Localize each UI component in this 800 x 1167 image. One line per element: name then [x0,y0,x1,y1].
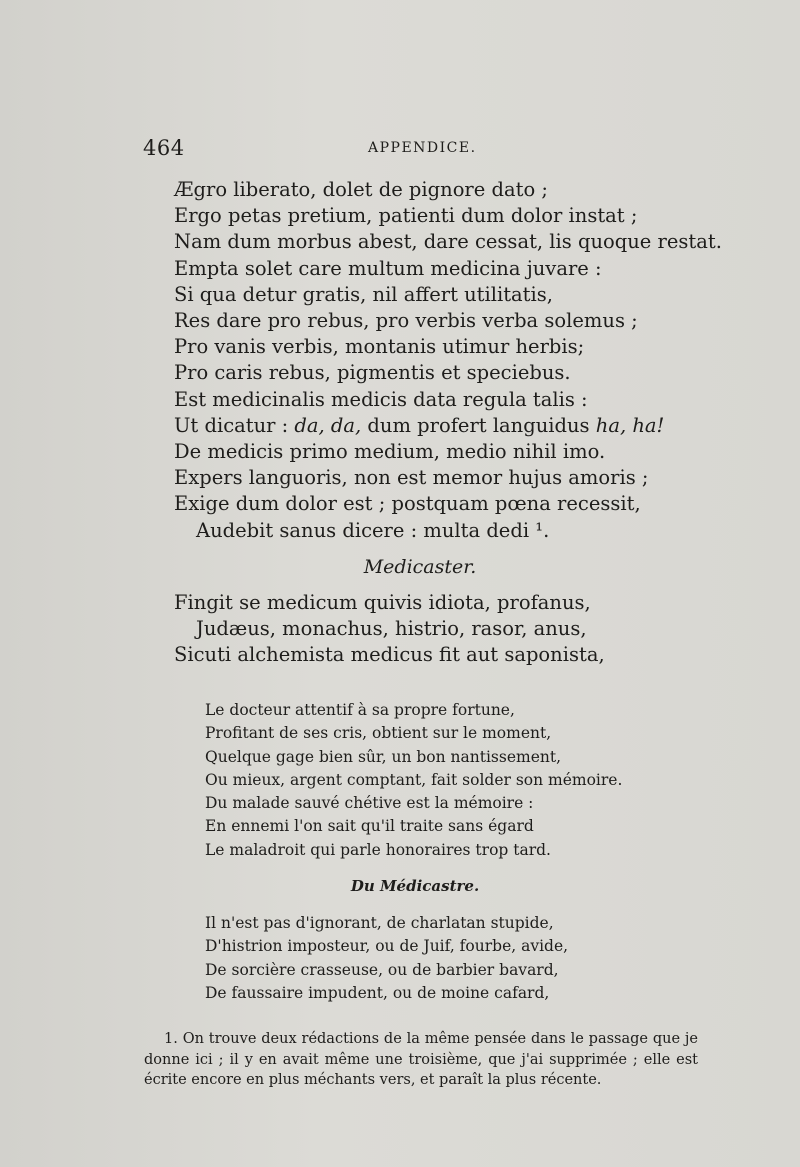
verse-line: De sorcière crasseuse, ou de barbier bavard, [205,960,559,979]
verse-line: Ergo petas pretium, patienti dum dolor instat ; [174,204,638,228]
page-header [143,136,663,160]
verse-line: Si qua detur gratis, nil affert utilitatis, [174,282,553,306]
page-number: 464 [143,136,185,160]
verse-segment-italic: da, da, [294,413,362,437]
verse-line: Est medicinalis medicis data regula talis : [174,387,588,411]
verse-line: De faussaire impudent, ou de moine cafard, [205,983,550,1002]
verse-segment: Ut dicatur : [174,413,295,437]
verse-line: Ou mieux, argent comptant, fait solder son mémoire. [205,770,623,789]
verse-line: De medicis primo medium, medio nihil imo. [174,440,606,464]
verse-line: D'histrion imposteur, ou de Juif, fourbe, avide, [205,937,569,956]
verse-line-italic-mixed [174,413,714,439]
verse-line: Profitant de ses cris, obtient sur le moment, [205,724,552,743]
verse-line: Sicuti alchemista medicus fit aut saponista, [174,643,605,667]
french-verse-block [205,699,675,862]
verse-segment: dum profert languidus [361,413,596,437]
footnote-text: 1. On trouve deux rédactions de la même pensée dans le passage que je donne ici ; il y en avait même une troisième, que j'ai supprimée ; elle est écrite encore en plus méchants vers, et paraît la plus récente. [144,1031,698,1088]
verse-line: Pro vanis verbis, montanis utimur herbis; [174,335,585,359]
running-head: APPENDICE. [368,140,477,156]
verse-line: Audebit sanus dicere : multa dedi ¹. [196,518,550,542]
verse-line: Le maladroit qui parle honoraires trop tard. [205,840,551,859]
footnote [144,1029,698,1091]
verse-line: Du malade sauvé chétive est la mémoire : [205,794,534,813]
verse-segment-italic: ha, ha! [595,413,665,437]
verse-line: Ægro liberato, dolet de pignore dato ; [174,178,548,201]
verse-line: Nam dum morbus abest, dare cessat, lis quoque restat. [174,230,722,254]
verse-line: Quelque gage bien sûr, un bon nantissement, [205,747,562,766]
verse-line: Exige dum dolor est ; postquam pœna recessit, [174,492,641,516]
verse-line: Le docteur attentif à sa propre fortune, [205,701,515,719]
verse-line: En ennemi l'on sait qu'il traite sans égard [205,817,534,836]
verse-line: Expers languoris, non est memor hujus amoris ; [174,466,649,490]
verse-line: Il n'est pas d'ignorant, de charlatan stupide, [205,914,554,932]
section-title-medicaster: Medicaster. [363,556,477,578]
section-title-du-medicastre: Du Médicastre. [350,877,480,895]
latin-verse-block [174,177,722,544]
verse-line: Pro caris rebus, pigmentis et speciebus. [174,361,571,385]
verse-line: Res dare pro rebus, pro verbis verba solemus ; [174,309,638,333]
french-verse-block-2 [205,912,675,1005]
verse-line: Empta solet care multum medicina juvare : [174,256,602,280]
latin-verse-block-2 [174,590,714,669]
verse-line: Fingit se medicum quivis idiota, profanus, [174,591,591,614]
verse-line: Judæus, monachus, histrio, rasor, anus, [196,617,587,641]
